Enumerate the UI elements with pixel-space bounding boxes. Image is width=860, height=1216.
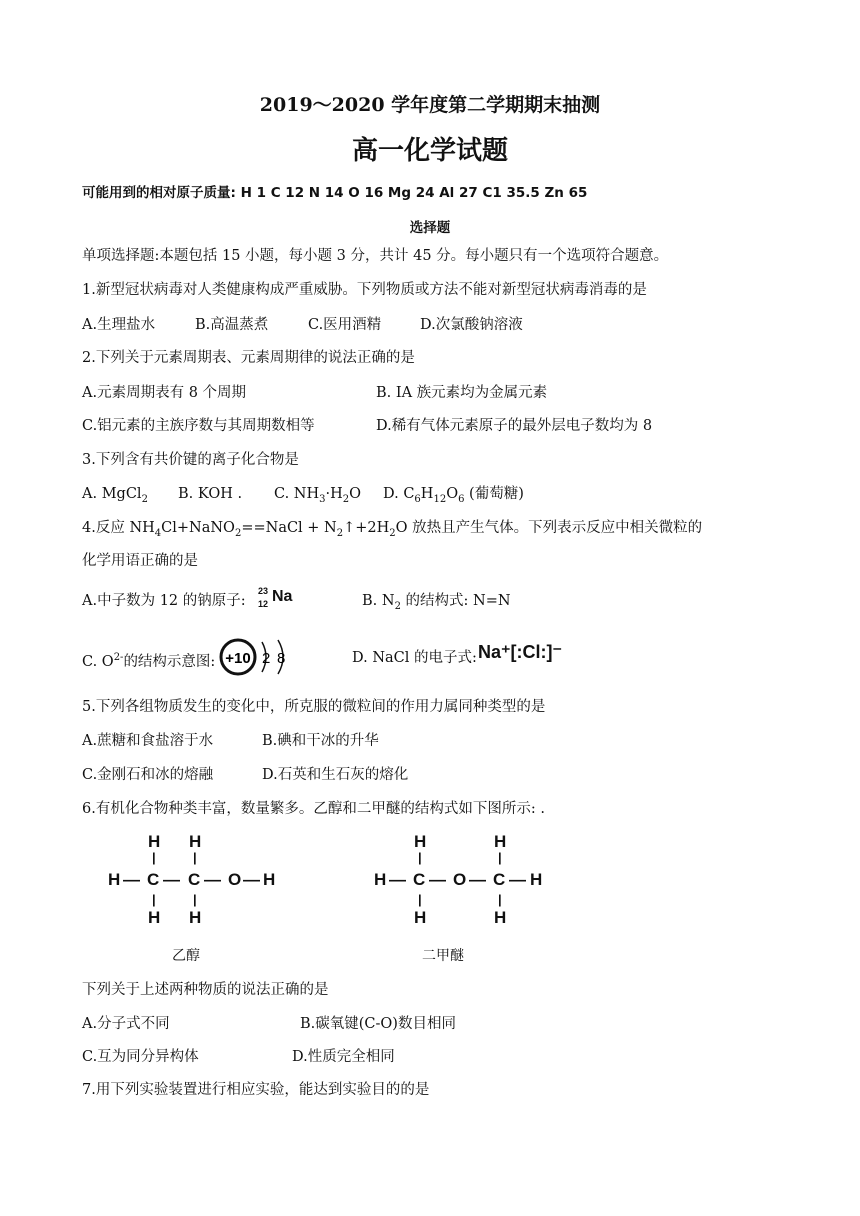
q4-s9: O 放热且产生气体。下列表示反应中相关微粒的 <box>395 520 703 536</box>
q4-option-a: A.中子数为 12 的钠原子: <box>82 593 246 609</box>
ether-bond-1: — <box>389 870 406 889</box>
q4-s4: 2 <box>234 527 242 539</box>
q3-c-1: C. NH <box>274 486 320 502</box>
ethanol-c-1: C <box>147 870 160 889</box>
ethanol-h-bottom-2: H <box>189 908 202 927</box>
q3-d-4: 12 <box>433 493 447 505</box>
q2-stem: 2.下列关于元素周期表、元素周期律的说法正确的是 <box>82 350 415 366</box>
q4-s6: 2 <box>336 527 344 539</box>
ether-h-right: H <box>530 870 543 889</box>
q4-nucleus-charge: +10 <box>225 650 251 667</box>
q4-s2: 4 <box>154 527 162 539</box>
q5-option-c: C.金刚石和冰的熔融 <box>82 767 214 783</box>
ethanol-label: 乙醇 <box>172 948 200 964</box>
q1-option-a: A.生理盐水 <box>82 317 156 333</box>
q3-c-2: 3 <box>319 493 326 505</box>
ethanol-bond-2: — <box>163 870 180 889</box>
ethanol-structure <box>108 832 298 932</box>
ethanol-o: O <box>228 870 242 889</box>
ether-o: O <box>453 870 467 889</box>
q1-option-b: B.高温蒸煮 <box>195 317 269 333</box>
q4-shell-2-electrons: 8 <box>277 650 286 667</box>
q4-s5: ==NaCl + N <box>241 520 337 536</box>
q3-c-3: ·H <box>325 486 343 502</box>
q6-option-b: B.碳氧键(C-O)数目相同 <box>300 1016 456 1032</box>
q3-option-d <box>383 484 524 510</box>
q1-option-d: D.次氯酸钠溶液 <box>420 317 523 333</box>
ether-c-1: C <box>413 870 426 889</box>
ether-bond-2: — <box>429 870 446 889</box>
q3-a-text: A. MgCl <box>82 486 142 502</box>
q4-oxide-ion-diagram <box>218 632 298 682</box>
q4-c-3: 的结构示意图: <box>123 653 216 670</box>
q4-s3: Cl+NaNO <box>161 520 235 536</box>
ethanol-bond-4: — <box>243 870 260 889</box>
subject-title: 高一化学试题 <box>351 136 508 166</box>
q3-d-6: 6 <box>458 493 465 505</box>
q4-nacl-electron-formula: Na⁺[:Cl:]⁻ <box>478 642 562 662</box>
q3-d-2: 6 <box>414 493 421 505</box>
q3-c-4: 2 <box>342 493 350 505</box>
q5-option-b: B.碘和干冰的升华 <box>262 733 379 749</box>
ether-h-top-1: H <box>414 832 427 851</box>
section-heading: 选择题 <box>409 220 451 236</box>
q3-c-5: O <box>349 486 362 502</box>
q4-option-d: D. NaCl 的电子式: <box>352 650 477 666</box>
dimethyl-ether-structure <box>374 832 564 932</box>
dimethyl-ether-label: 二甲醚 <box>422 948 464 964</box>
ethanol-bond-top-2: | <box>193 850 197 865</box>
q4-atomic-number: 12 <box>258 599 269 609</box>
q6-stem: 6.有机化合物种类丰富，数量繁多。乙醇和二甲醚的结构式如下图所示: . <box>82 801 545 817</box>
q2-option-d: D.稀有气体元素原子的最外层电子数均为 8 <box>376 418 653 434</box>
ether-h-bottom-2: H <box>494 908 507 927</box>
q6-follow: 下列关于上述两种物质的说法正确的是 <box>82 982 329 998</box>
q4-c-1: C. O <box>82 653 114 670</box>
q4-b-2: 2 <box>394 600 401 612</box>
q4-option-b <box>362 591 511 617</box>
ether-bond-top-1: | <box>418 850 422 865</box>
q5-option-a: A.蔗糖和食盐溶于水 <box>82 733 214 749</box>
q1-option-c: C.医用酒精 <box>308 317 382 333</box>
q4-c-2: 2- <box>113 652 124 663</box>
q6-option-d: D.性质完全相同 <box>292 1049 395 1065</box>
q4-b-3: 的结构式: N=N <box>400 593 511 609</box>
ether-bond-3: — <box>469 870 486 889</box>
ether-h-left: H <box>374 870 387 889</box>
q3-a-sub: 2 <box>141 493 148 505</box>
instructions: 单项选择题:本题包括 15 小题，每小题 3 分，共计 45 分。每小题只有一个选项符合题意。 <box>82 248 669 264</box>
ethanol-c-2: C <box>188 870 201 889</box>
ethanol-h-right: H <box>263 870 276 889</box>
q6-option-a: A.分子式不同 <box>82 1016 170 1032</box>
q4-b-1: B. N <box>362 593 395 609</box>
q4-s1: 4.反应 NH <box>82 520 155 536</box>
q7-stem: 7.用下列实验装置进行相应实验，能达到实验目的的是 <box>82 1082 430 1098</box>
q4-option-c <box>82 648 215 672</box>
q3-option-b: B. KOH . <box>178 486 243 502</box>
ether-h-top-2: H <box>494 832 507 851</box>
ether-bond-top-2: | <box>498 850 502 865</box>
q3-option-a <box>82 484 148 510</box>
q3-d-3: H <box>420 486 434 502</box>
ether-bond-bottom-2: | <box>498 892 502 907</box>
q3-d-7: (葡萄糖) <box>464 486 524 502</box>
q4-stem-line2: 化学用语正确的是 <box>82 553 198 569</box>
ether-bond-4: — <box>509 870 526 889</box>
ethanol-h-left: H <box>108 870 121 889</box>
q2-option-b: B. IA 族元素均为金属元素 <box>376 385 548 401</box>
ethanol-bond-bottom-2: | <box>193 892 197 907</box>
ethanol-h-top-1: H <box>148 832 161 851</box>
ethanol-bond-bottom-1: | <box>152 892 156 907</box>
term-title: 2019～2020 学年度第二学期期末抽测 <box>259 94 601 116</box>
q2-option-c: C.铝元素的主族序数与其周期数相等 <box>82 418 315 434</box>
q6-option-c: C.互为同分异构体 <box>82 1049 199 1065</box>
q4-stem <box>82 518 702 544</box>
q2-option-a: A.元素周期表有 8 个周期 <box>82 385 247 401</box>
q1-stem: 1.新型冠状病毒对人类健康构成严重威胁。下列物质或方法不能对新型冠状病毒消毒的是 <box>82 282 647 298</box>
ether-bond-bottom-1: | <box>418 892 422 907</box>
ethanol-bond-1: — <box>123 870 140 889</box>
ether-h-bottom-1: H <box>414 908 427 927</box>
q4-s7: ↑+2H <box>343 520 390 536</box>
q3-option-c <box>274 484 361 510</box>
q4-shell-1-electrons: 2 <box>262 650 271 667</box>
ether-c-2: C <box>493 870 506 889</box>
q5-stem: 5.下列各组物质发生的变化中，所克服的微粒间的作用力属同种类型的是 <box>82 699 546 715</box>
q4-sodium-nuclide <box>258 586 298 616</box>
q3-d-5: O <box>446 486 459 502</box>
atomic-mass-line: 可能用到的相对原子质量: H 1 C 12 N 14 O 16 Mg 24 Al 27 C1 35.5 Zn 65 <box>82 185 588 201</box>
q3-stem: 3.下列含有共价键的离子化合物是 <box>82 452 299 468</box>
q4-mass-number: 23 <box>258 586 269 596</box>
q3-d-1: D. C <box>383 486 415 502</box>
q4-s8: 2 <box>389 527 396 539</box>
q5-option-d: D.石英和生石灰的熔化 <box>262 767 409 783</box>
ethanol-bond-3: — <box>204 870 221 889</box>
ethanol-h-bottom-1: H <box>148 908 161 927</box>
q4-symbol: Na <box>272 588 293 605</box>
ethanol-bond-top-1: | <box>152 850 156 865</box>
ethanol-h-top-2: H <box>189 832 202 851</box>
